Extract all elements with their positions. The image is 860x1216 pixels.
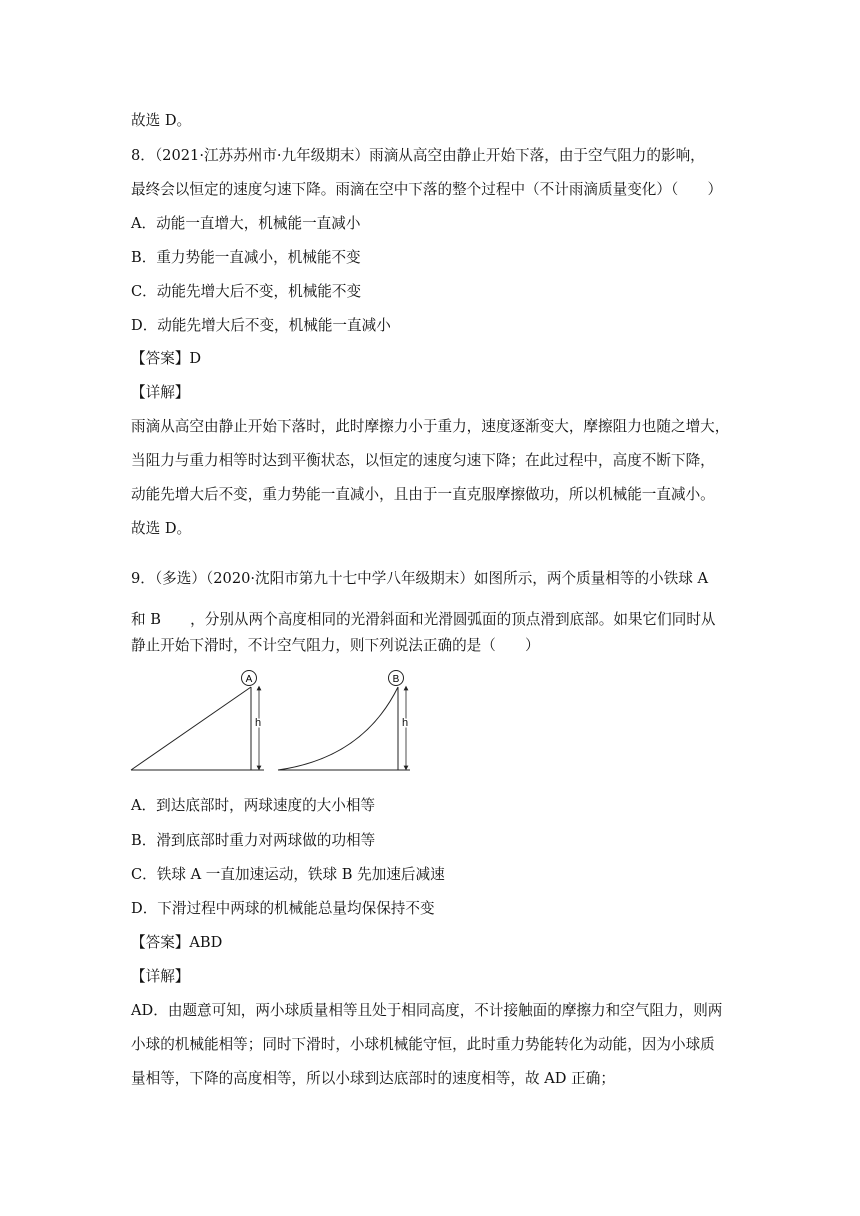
text-line: 故选 D。 [131,520,192,537]
straight-incline [131,687,264,770]
explanation-line: 雨滴从高空由静止开始下落时，此时摩擦力小于重力，速度逐渐变大，摩擦阻力也随之增大， [131,418,730,435]
option-c: C．铁球 A 一直加速运动，铁球 B 先加速后减速 [131,866,445,883]
option-a: A．到达底部时，两球速度的大小相等 [131,797,376,814]
incline-diagram [128,668,428,778]
ball-a [242,671,257,686]
height-label-b: h [401,717,409,729]
option-b: B．重力势能一直减小，机械能不变 [131,249,361,266]
question-9-stem-line-2: 和 B ，分别从两个高度相同的光滑斜面和光滑圆弧面的顶点滑到底部。如果它们同时从 [131,611,716,628]
ball-a-label: A [245,674,253,685]
option-d: D．下滑过程中两球的机械能总量均保保持不变 [131,900,435,917]
ball-b-label: B [392,674,400,685]
text-line: 故选 D。 [131,112,192,129]
answer-label: 【答案】D [131,350,202,367]
question-8-stem-line-2: 最终会以恒定的速度匀速下降。雨滴在空中下落的整个过程中（不计雨滴质量变化）（ ） [131,181,723,198]
explanation-line: 量相等，下降的高度相等，所以小球到达底部时的速度相等，故 AD 正确； [131,1070,615,1087]
height-label-a: h [254,717,262,729]
incline-figure [128,668,428,782]
explanation-heading: 【详解】 [131,384,190,401]
option-c: C．动能先增大后不变，机械能不变 [131,283,362,300]
explanation-line: 小球的机械能相等；同时下滑时，小球机械能守恒，此时重力势能转化为动能，因为小球质 [131,1036,715,1053]
option-d: D．动能先增大后不变，机械能一直减小 [131,317,391,334]
ball-b [389,671,404,686]
explanation-heading: 【详解】 [131,968,190,985]
explanation-line: 动能先增大后不变，重力势能一直减小，且由于一直克服摩擦做功，所以机械能一直减小。 [131,486,715,503]
option-a: A．动能一直增大，机械能一直减小 [131,215,361,232]
question-9-stem-line-3: 静止开始下滑时，不计空气阻力，则下列说法正确的是（ ） [131,637,540,654]
explanation-line: AD．由题意可知，两小球质量相等且处于相同高度，不计接触面的摩擦力和空气阻力，则两 [131,1002,723,1019]
option-b: B．滑到底部时重力对两球做的功相等 [131,832,376,849]
curved-surface [278,687,410,770]
question-9-stem-line-1: 9．（多选）（2020·沈阳市第九十七中学八年级期末）如图所示，两个质量相等的小铁球 A [131,570,709,587]
question-8-stem-line-1: 8．（2021·江苏苏州市·九年级期末）雨滴从高空由静止开始下落，由于空气阻力的影响， [131,147,705,164]
answer-label: 【答案】ABD [131,934,223,951]
explanation-line: 当阻力与重力相等时达到平衡状态，以恒定的速度匀速下降；在此过程中，高度不断下降， [131,452,715,469]
